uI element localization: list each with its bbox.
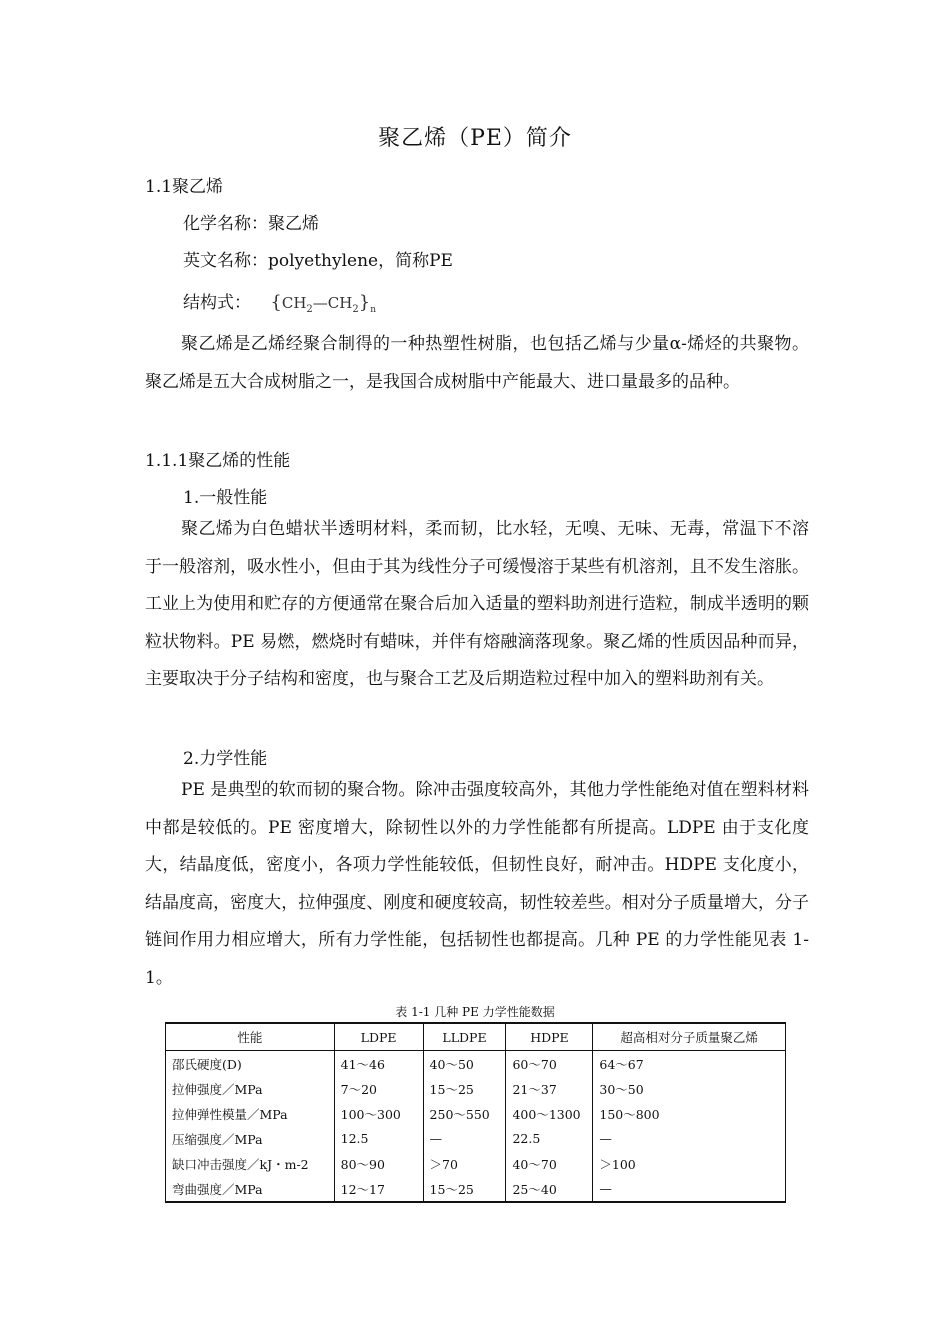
- mechanical-properties-paragraph: PE 是典型的软而韧的聚合物。除冲击强度较高外，其他力学性能绝对值在塑料材料中都是较低的。PE 密度增大，除韧性以外的力学性能都有所提高。LDPE 由于支化度大，结晶度低，密度小，各项力学性能较低，但韧性良好，耐冲击。HDPE 支化度小，结晶度高，密度大，拉伸强度、刚度和硬度较高，韧性较差些。相对分子质量增大，分子链间作用力相应增大，所有力学性能，包括韧性也都提高。几种 PE 的力学性能见表 1-1。: [145, 780, 809, 988]
- table-header-row: [166, 1023, 786, 1051]
- table-header-cell: HDPE: [506, 1023, 593, 1051]
- section-heading-1-1-1: 1.1.1聚乙烯的性能: [145, 451, 291, 471]
- general-properties-paragraph: 聚乙烯为白色蜡状半透明材料，柔而韧，比水轻，无嗅、无味、无毒，常温下不溶于一般溶剂，吸水性小，但由于其为线性分子可缓慢溶于某些有机溶剂，且不发生溶胀。工业上为使用和贮存的方便通常在聚合后加入适量的塑料助剂进行造粒，制成半透明的颗粒状物料。PE 易燃，燃烧时有蜡味，并伴有熔融滴落现象。聚乙烯的性质因品种而异，主要取决于分子结构和密度，也与聚合工艺及后期造粒过程中加入的塑料助剂有关。: [145, 519, 809, 689]
- table-cell: 150～800: [593, 1101, 786, 1126]
- table-cell: 60～70: [506, 1051, 593, 1077]
- table-row: [166, 1126, 786, 1151]
- table-cell: 80～90: [334, 1151, 423, 1176]
- structural-formula: $\{CH_2—CH_2\}_n$: [270, 292, 376, 315]
- table-header-cell: LLDPE: [423, 1023, 506, 1051]
- table-cell: 压缩强度／MPa: [166, 1126, 335, 1151]
- table-cell: —: [423, 1126, 506, 1151]
- table-cell: 25～40: [506, 1176, 593, 1202]
- intro-paragraph: 聚乙烯是乙烯经聚合制得的一种热塑性树脂，也包括乙烯与少量α-烯烃的共聚物。聚乙烯是五大合成树脂之一，是我国合成树脂中产能最大、进口量最多的品种。: [145, 334, 809, 392]
- table-cell: 100～300: [334, 1101, 423, 1126]
- table-header-cell: 性能: [166, 1023, 335, 1051]
- page-title: 聚乙烯（PE）简介: [378, 126, 572, 151]
- table-row: [166, 1101, 786, 1126]
- section-heading-1-1: 1.1聚乙烯: [145, 177, 224, 197]
- english-name: 英文名称：polyethylene，简称PE: [183, 251, 453, 271]
- table-cell: 7～20: [334, 1076, 423, 1101]
- table-cell: ＞70: [423, 1151, 506, 1176]
- table-cell: 12.5: [334, 1126, 423, 1151]
- table-cell: 21～37: [506, 1076, 593, 1101]
- table-row: [166, 1176, 786, 1202]
- table-cell: 400～1300: [506, 1101, 593, 1126]
- subheading-general: 1.一般性能: [183, 488, 268, 508]
- table-cell: 缺口冲击强度／kJ・m-2: [166, 1151, 335, 1176]
- table-cell: 邵氏硬度(D): [166, 1051, 335, 1077]
- subheading-mechanical: 2.力学性能: [183, 749, 268, 769]
- table-cell: 40～70: [506, 1151, 593, 1176]
- table-row: [166, 1076, 786, 1101]
- table-cell: 30～50: [593, 1076, 786, 1101]
- table-cell: —: [593, 1126, 786, 1151]
- table-cell: 15～25: [423, 1076, 506, 1101]
- structure-label: 结构式：: [183, 293, 251, 313]
- table-cell: 拉伸弹性模量／MPa: [166, 1101, 335, 1126]
- table-cell: ＞100: [593, 1151, 786, 1176]
- table-header-cell: LDPE: [334, 1023, 423, 1051]
- table-cell: 12～17: [334, 1176, 423, 1202]
- table-cell: 250～550: [423, 1101, 506, 1126]
- table-cell: 拉伸强度／MPa: [166, 1076, 335, 1101]
- table-cell: —: [593, 1176, 786, 1202]
- table-cell: 22.5: [506, 1126, 593, 1151]
- chemical-name: 化学名称：聚乙烯: [183, 214, 319, 234]
- table-row: [166, 1051, 786, 1077]
- structure-line: [183, 288, 376, 315]
- mechanical-properties-table: [165, 1022, 786, 1203]
- table-cell: 15～25: [423, 1176, 506, 1202]
- table-row: [166, 1151, 786, 1176]
- table-caption: 表 1-1 几种 PE 力学性能数据: [395, 1005, 555, 1019]
- table-cell: 64～67: [593, 1051, 786, 1077]
- table-cell: 41～46: [334, 1051, 423, 1077]
- table-cell: 弯曲强度／MPa: [166, 1176, 335, 1202]
- table-header-cell: 超高相对分子质量聚乙烯: [593, 1023, 786, 1051]
- table-cell: 40～50: [423, 1051, 506, 1077]
